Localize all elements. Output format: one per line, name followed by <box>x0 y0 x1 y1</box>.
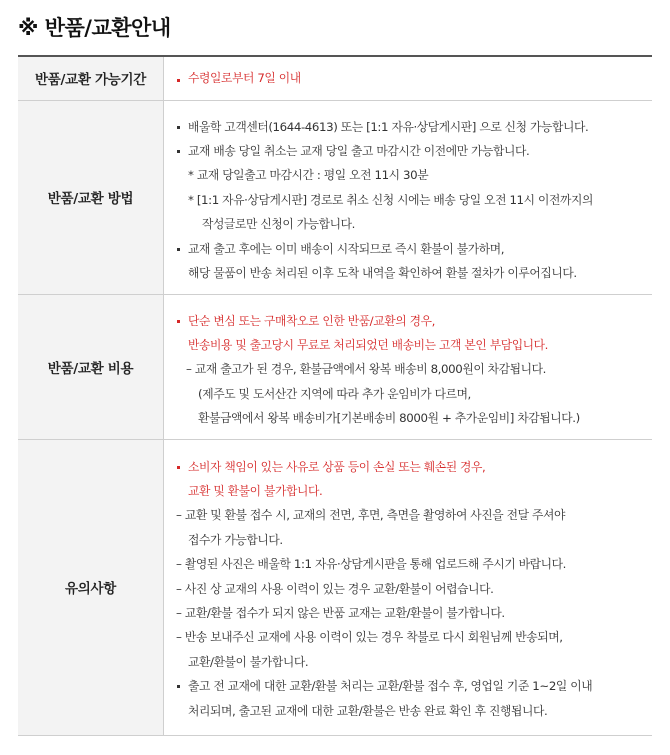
table-row-method <box>18 100 652 294</box>
cost-detail-continued: 환불금액에서 왕복 배송비가[기본배송비 8000원 + 추가운임비] 차감됩니다.) <box>198 411 580 426</box>
notes-item: – 사진 상 교재의 사용 이력이 있는 경우 교환/환불이 어렵습니다. <box>176 581 494 596</box>
method-note: * [1:1 자유·상담게시판] 경로로 취소 신청 시에는 배송 당일 오전 11시 이전까지의 <box>188 192 593 207</box>
notes-item-continued: 접수가 가능합니다. <box>188 532 283 547</box>
cost-warning: 단순 변심 또는 구매착오로 인한 반품/교환의 경우, <box>176 309 652 333</box>
period-text: 수령일로부터 7일 이내 <box>176 68 652 88</box>
table-row-notes <box>18 439 652 735</box>
cost-detail-continued: (제주도 및 도서산간 지역에 따라 추가 운임비가 다르며, <box>198 386 471 401</box>
row-header-cost: 반품/교환 비용 <box>18 294 164 439</box>
row-content-notes <box>164 439 653 735</box>
table-row-cost <box>18 294 652 439</box>
row-content-cost <box>164 294 653 439</box>
row-content-method <box>164 100 653 294</box>
table-row-period <box>18 56 652 100</box>
notes-bullet-continued: 처리되며, 출고된 교재에 대한 교환/환불은 반송 완료 확인 후 진행됩니다. <box>188 703 548 718</box>
method-line: 교재 출고 후에는 이미 배송이 시작되므로 즉시 환불이 불가하며, <box>176 237 652 261</box>
notes-item: – 교환 및 환불 접수 시, 교재의 전면, 후면, 측면을 촬영하여 사진을 전달 주셔야 <box>176 508 565 523</box>
method-line: 배울학 고객센터(1644-4613) 또는 [1:1 자유·상담게시판] 으로 신청 가능합니다. <box>176 115 652 139</box>
page-title: ※ 반품/교환안내 <box>18 16 171 40</box>
return-exchange-table <box>18 55 652 736</box>
cost-detail: – 교재 출고가 된 경우, 환불금액에서 왕복 배송비 8,000원이 차감됩니다. <box>186 362 547 377</box>
row-header-period: 반품/교환 가능기간 <box>18 56 164 100</box>
method-line: 교재 배송 당일 취소는 교재 당일 출고 마감시간 이전에만 가능합니다. <box>176 139 652 163</box>
row-content-period <box>164 56 653 100</box>
method-note: * 교재 당일출고 마감시간 : 평일 오전 11시 30분 <box>188 168 429 183</box>
notes-bullet: 출고 전 교재에 대한 교환/환불 처리는 교환/환불 접수 후, 영업일 기준 1~2일 이내 <box>176 674 652 698</box>
cost-warning-continued: 반송비용 및 출고당시 무료로 처리되었던 배송비는 고객 본인 부담입니다. <box>188 337 549 352</box>
notes-warning: 소비자 책임이 있는 사유로 상품 등이 손실 또는 훼손된 경우, <box>176 455 652 479</box>
method-line-continued: 해당 물품이 반송 처리된 이후 도착 내역을 확인하여 환불 절차가 이루어집니다. <box>188 265 577 280</box>
notes-item: – 촬영된 사진은 배울학 1:1 자유·상담게시판을 통해 업로드해 주시기 바랍니다. <box>176 557 567 572</box>
notes-item: – 교환/환불 접수가 되지 않은 반품 교재는 교환/환불이 불가합니다. <box>176 605 505 620</box>
notes-item: – 반송 보내주신 교재에 사용 이력이 있는 경우 착불로 다시 회원님께 반송되며, <box>176 630 563 645</box>
notes-item-continued: 교환/환불이 불가합니다. <box>188 654 309 669</box>
row-header-method: 반품/교환 방법 <box>18 100 164 294</box>
row-header-notes: 유의사항 <box>18 439 164 735</box>
method-note-continued: 작성글로만 신청이 가능합니다. <box>202 217 355 232</box>
notes-warning-continued: 교환 및 환불이 불가합니다. <box>188 483 323 498</box>
